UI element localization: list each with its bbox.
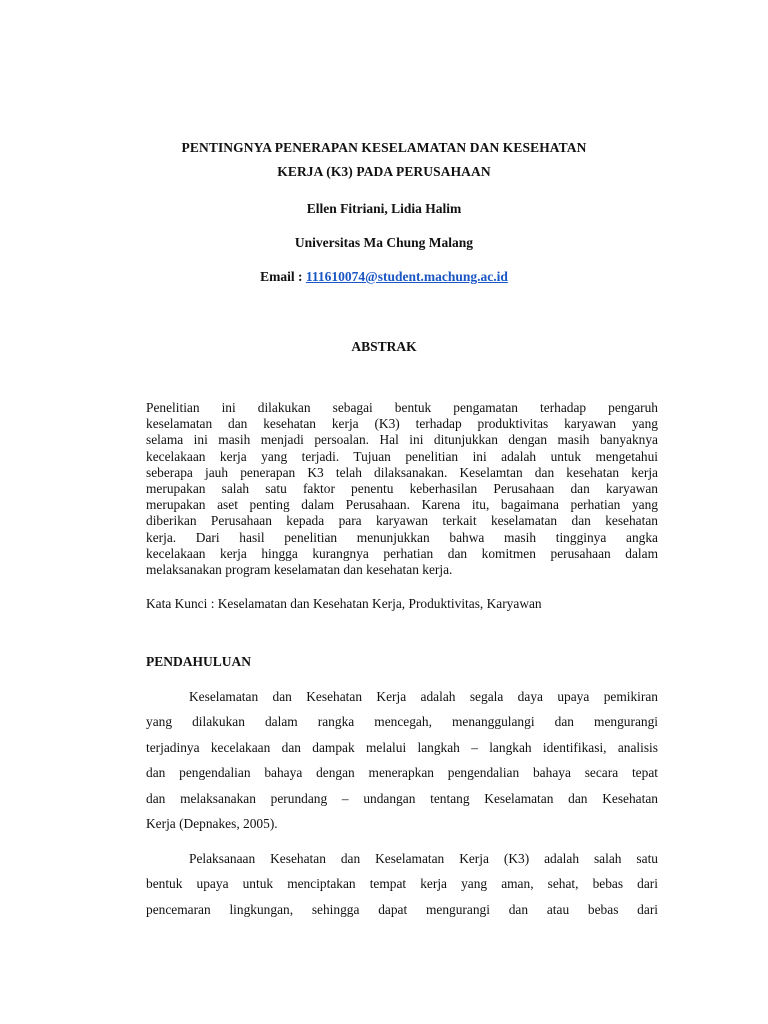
abstract-line: kerja. Dari hasil penelitian menunjukkan bahwa masih tingginya angka (146, 529, 658, 545)
email-label: Email : (260, 269, 306, 284)
abstract-line: melaksanakan program keselamatan dan kesehatan kerja. (146, 561, 453, 577)
abstract-line: keselamatan dan kesehatan kerja (K3) terhadap produktivitas karyawan yang (146, 416, 658, 432)
introduction-paragraph-2 (146, 851, 658, 927)
abstract-body (146, 400, 658, 578)
paragraph-line: Keselamatan dan Kesehatan Kerja adalah segala daya upaya pemikiran (189, 689, 658, 704)
paper-title-line-2: KERJA (K3) PADA PERUSAHAAN (277, 164, 491, 179)
paragraph-line: Pelaksanaan Kesehatan dan Keselamatan Kerja (K3) adalah salah satu (189, 851, 658, 866)
abstract-heading: ABSTRAK (351, 339, 417, 354)
email-link[interactable]: 111610074@student.machung.ac.id (305, 269, 508, 284)
abstract-line: merupakan aset penting dalam Perusahaan. Karena itu, bagaimana perhatian yang (146, 497, 658, 513)
abstract-line: diberikan Perusahaan kepada para karyawan terkait keselamatan dan kesehatan (146, 513, 658, 529)
abstract-line: selama ini masih menjadi persoalan. Hal ini ditunjukkan dengan masih banyaknya (146, 432, 658, 448)
abstract-line: seberapa jauh penerapan K3 telah dilaksanakan. Keselamtan dan kesehatan kerja (146, 464, 658, 480)
abstract-line: merupakan salah satu faktor penentu keberhasilan Perusahaan dan karyawan (146, 480, 658, 496)
paragraph-line: Kerja (Depnakes, 2005). (146, 815, 278, 831)
paragraph-line: bentuk upaya untuk menciptakan tempat kerja yang aman, sehat, bebas dari (146, 876, 658, 892)
abstract-line: kecelakaan kerja yang terjadi. Tujuan penelitian ini adalah untuk mengetahui (146, 448, 658, 464)
paragraph-line: terjadinya kecelakaan dan dampak melalui langkah – langkah identifikasi, analisis (146, 739, 658, 755)
abstract-line: kecelakaan kerja hingga kurangnya perhatian dan komitmen perusahaan dalam (146, 545, 658, 561)
affiliation: Universitas Ma Chung Malang (294, 235, 474, 250)
paragraph-line: pencemaran lingkungan, sehingga dapat mengurangi dan atau bebas dari (146, 901, 658, 917)
paragraph-line: yang dilakukan dalam rangka mencegah, menanggulangi dan mengurangi (146, 714, 658, 730)
paragraph-line: dan pengendalian bahaya dengan menerapkan pengendalian bahaya secara tepat (146, 765, 658, 781)
authors: Ellen Fitriani, Lidia Halim (306, 201, 462, 216)
paper-title-line-1: PENTINGNYA PENERAPAN KESELAMATAN DAN KESEHATAN (181, 140, 587, 155)
email-line (0, 269, 768, 285)
introduction-paragraph-1 (146, 689, 658, 841)
abstract-line: Penelitian ini dilakukan sebagai bentuk pengamatan terhadap pengaruh (146, 400, 658, 415)
keywords: Kata Kunci : Keselamatan dan Kesehatan Kerja, Produktivitas, Karyawan (146, 596, 542, 611)
introduction-heading: PENDAHULUAN (146, 654, 252, 669)
paragraph-line: dan melaksanakan perundang – undangan tentang Keselamatan dan Kesehatan (146, 790, 658, 806)
